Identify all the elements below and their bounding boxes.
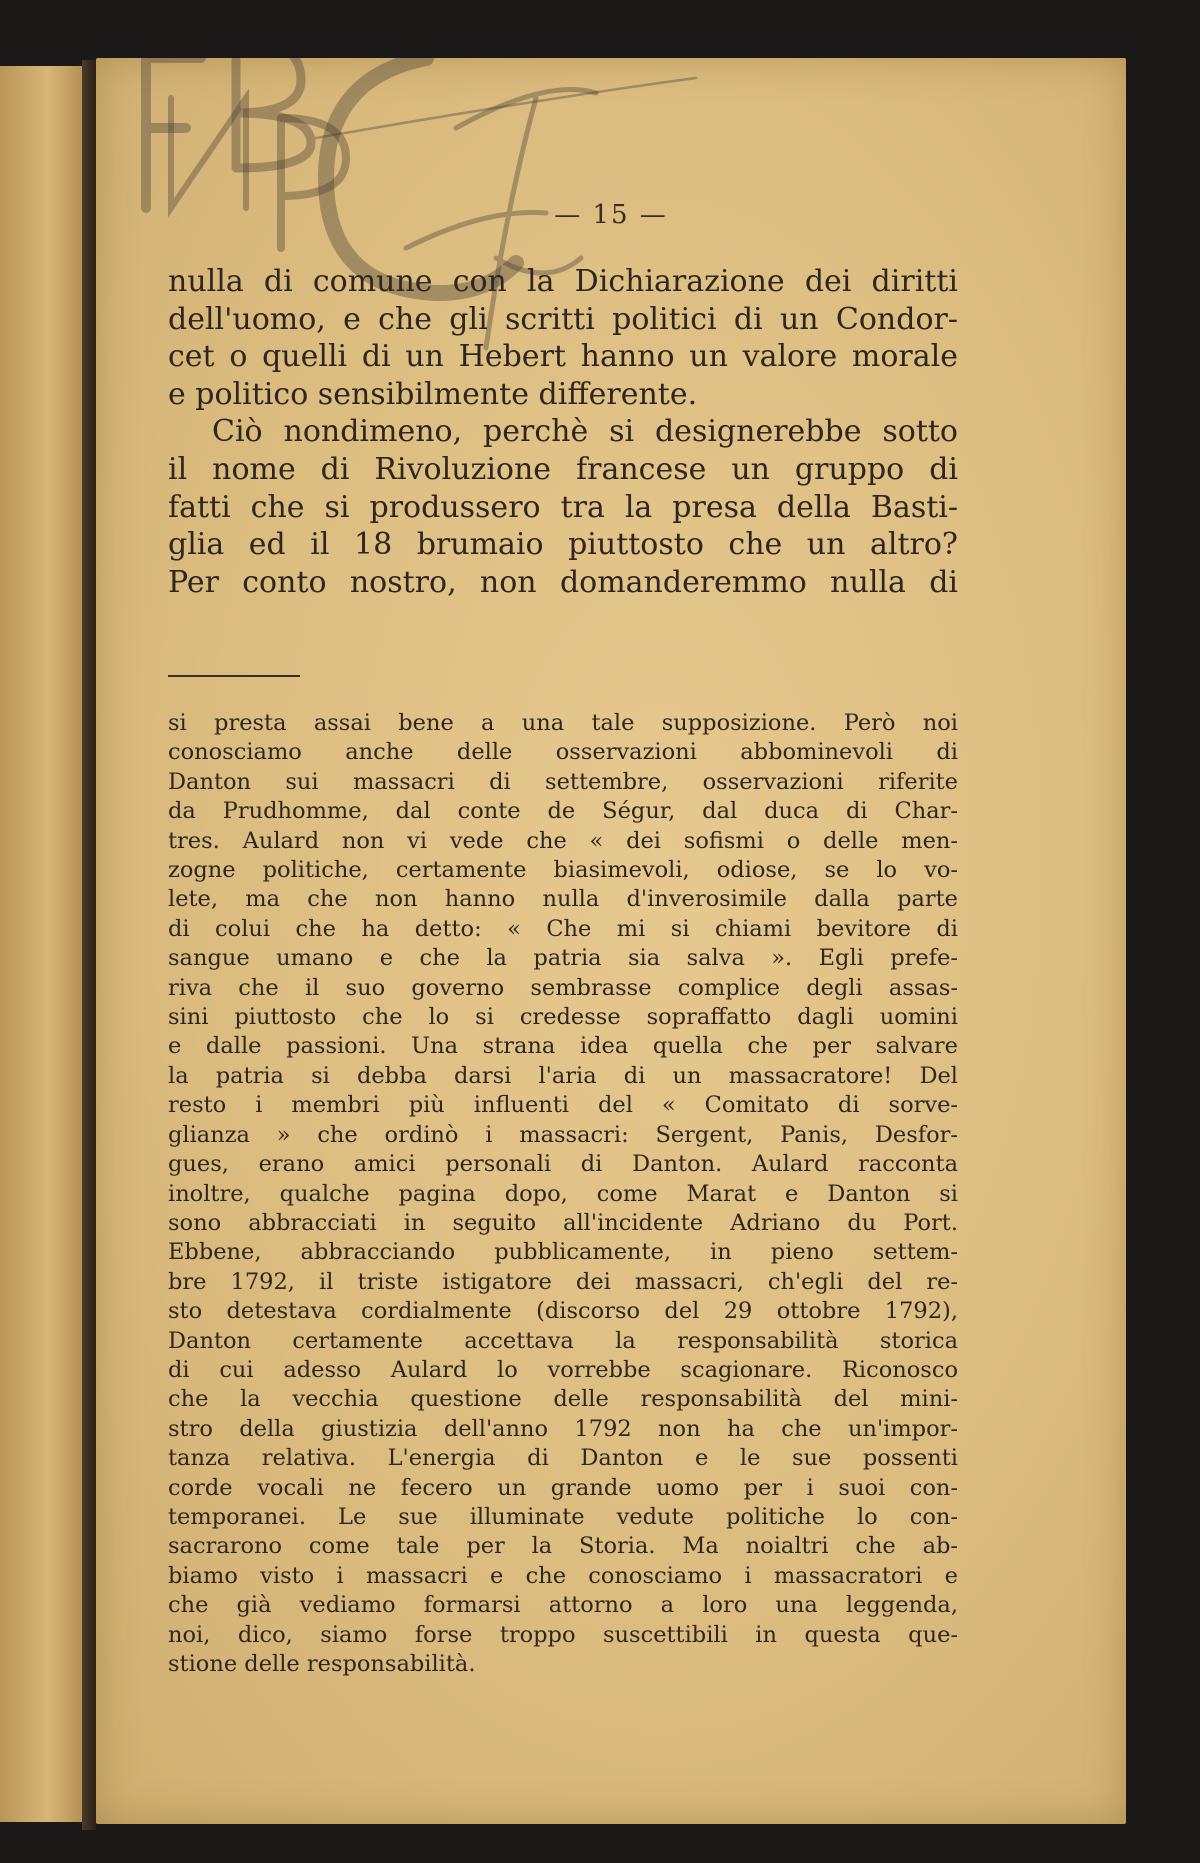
footnote-line: di colui che ha detto: « Che mi si chiami bevitore di — [168, 915, 958, 942]
body-line: Ciò nondimeno, perchè si designerebbe sotto — [212, 414, 958, 450]
body-line: nulla di comune con la Dichiarazione dei diritti — [168, 264, 958, 299]
footnote-line: stro della giustizia dell'anno 1792 non ha che un'impor- — [168, 1415, 958, 1442]
footnote-line: riva che il suo governo sembrasse complice degli assas- — [168, 974, 958, 1001]
footnote-line: zogne politiche, certamente biasimevoli, odiose, se lo vo- — [168, 857, 958, 884]
footnote-line: biamo visto i massacri e che conosciamo i massacratori e — [168, 1562, 958, 1589]
footnote-divider — [168, 675, 300, 677]
body-line: e politico sensibilmente differente. — [168, 376, 698, 412]
body-line: Per conto nostro, non domanderemmo nulla di — [168, 564, 958, 600]
footnote-line: sto detestava cordialmente (discorso del 29 ottobre 1792), — [168, 1298, 958, 1325]
footnote-line: si presta assai bene a una tale supposizione. Però noi — [168, 710, 958, 736]
book-page — [96, 58, 1126, 1824]
footnote-line: che la vecchia questione delle responsabilità del mini- — [168, 1386, 958, 1413]
footnote-line: noi, dico, siamo forse troppo suscettibili in questa que- — [168, 1621, 958, 1648]
footnote-line: di cui adesso Aulard lo vorrebbe scagionare. Riconosco — [168, 1356, 958, 1383]
body-line: cet o quelli di un Hebert hanno un valore morale — [168, 339, 958, 375]
footnote-line: Ebbene, abbracciando pubblicamente, in pieno settem- — [168, 1239, 958, 1266]
footnote-line: corde vocali ne fecero un grande uomo per i suoi con- — [168, 1474, 958, 1501]
footnote-line: che già vediamo formarsi attorno a loro una leggenda, — [168, 1592, 958, 1619]
footnote-line: tres. Aulard non vi vede che « dei sofismi o delle men- — [168, 827, 958, 854]
footnote-line: tanza relativa. L'energia di Danton e le sue possenti — [168, 1445, 958, 1472]
footnote-line: sini piuttosto che lo si credesse sopraffatto dagli uomini — [168, 1004, 958, 1031]
footnote-line: la patria si debba darsi l'aria di un massacratore! Del — [168, 1062, 958, 1089]
footnote-line: sono abbracciati in seguito all'incidente Adriano du Port. — [168, 1209, 958, 1236]
footnote-line: Danton sui massacri di settembre, osservazioni riferite — [168, 768, 958, 795]
footnote-line: stione delle responsabilità. — [168, 1651, 476, 1677]
footnote-line: glianza » che ordinò i massacri: Sergent, Panis, Desfor- — [168, 1121, 958, 1148]
footnote-line: sangue umano e che la patria sia salva ». Egli prefe- — [168, 945, 958, 972]
body-line: il nome di Rivoluzione francese un gruppo di — [168, 451, 958, 487]
footnote-line: sacrarono come tale per la Storia. Ma noialtri che ab- — [168, 1533, 958, 1560]
footnote-line: bre 1792, il triste istigatore dei massacri, ch'egli del re- — [168, 1268, 958, 1295]
footnote-line: inoltre, qualche pagina dopo, come Marat e Danton si — [168, 1180, 958, 1207]
body-line: fatti che si produssero tra la presa della Basti- — [168, 489, 958, 525]
footnote-line: conosciamo anche delle osservazioni abbominevoli di — [168, 739, 958, 766]
footnote-line: e dalle passioni. Una strana idea quella che per salvare — [168, 1033, 958, 1060]
book-gutter — [82, 60, 96, 1830]
body-line: dell'uomo, e che gli scritti politici di un Condor- — [168, 301, 958, 337]
body-line: glia ed il 18 brumaio piuttosto che un altro? — [168, 527, 958, 563]
footnote-text — [168, 709, 958, 1679]
footnote-line: temporanei. Le sue illuminate vedute politiche lo con- — [168, 1503, 958, 1530]
footnote-line: lete, ma che non hanno nulla d'inverosimile dalla parte — [168, 886, 958, 913]
footnote-line: resto i membri più influenti del « Comitato di sorve- — [168, 1092, 958, 1119]
page-number: — 15 — — [554, 200, 668, 230]
left-page-edge — [0, 66, 88, 1822]
footnote-line: da Prudhomme, dal conte de Ségur, dal duca di Char- — [168, 798, 958, 825]
main-body-text — [168, 263, 958, 601]
footnote-line: gues, erano amici personali di Danton. Aulard racconta — [168, 1151, 958, 1178]
footnote-line: Danton certamente accettava la responsabilità storica — [168, 1327, 958, 1354]
